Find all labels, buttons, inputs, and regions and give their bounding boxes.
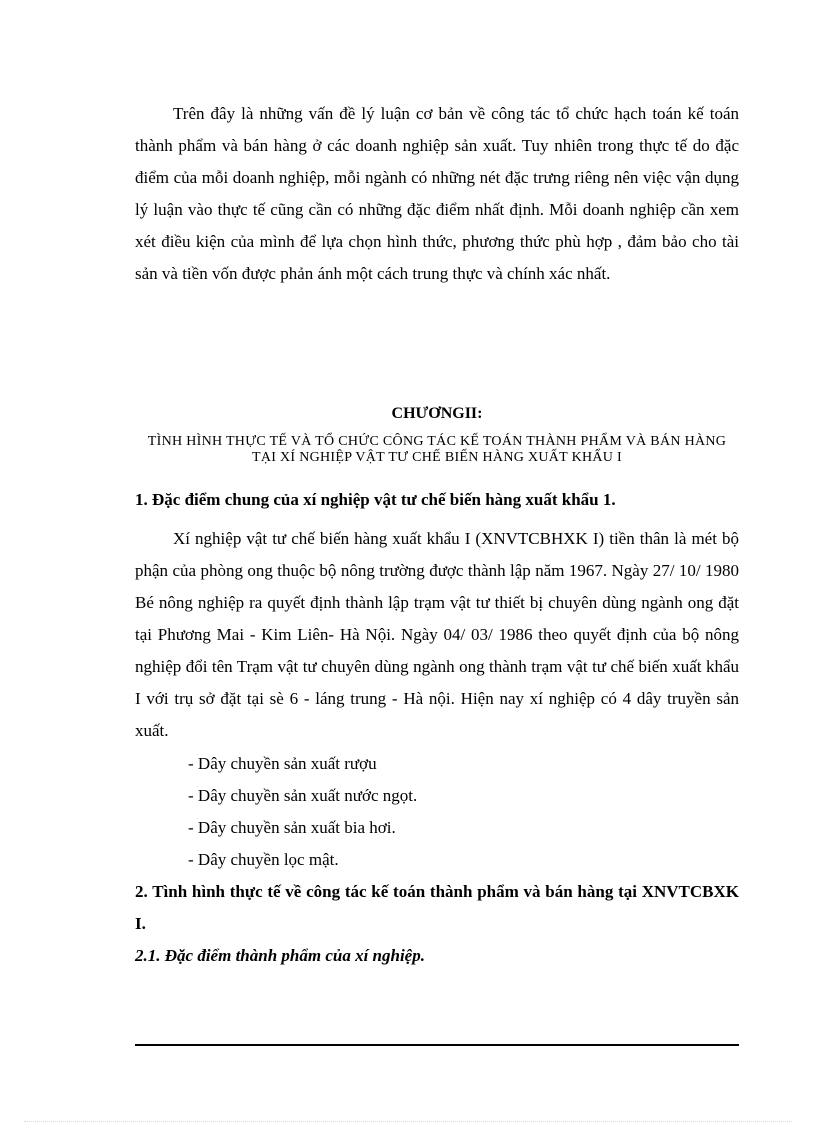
section-1-body xyxy=(135,523,739,747)
production-line-list xyxy=(188,748,688,876)
list-item: - Dây chuyền lọc mật. xyxy=(188,850,339,869)
section-2-heading: 2. Tình hình thực tế về công tác kế toán thành phẩm và bán hàng tại XNVTCBXK I. xyxy=(135,882,739,933)
list-item: - Dây chuyền sản xuất bia hơi. xyxy=(188,818,396,837)
section-1-heading: 1. Đặc điểm chung của xí nghiệp vật tư chế biến hàng xuất khẩu 1. xyxy=(135,490,616,509)
footer-divider xyxy=(135,1044,739,1046)
list-item: - Dây chuyền sản xuất nước ngọt. xyxy=(188,786,418,805)
intro-paragraph: Trên đây là những vấn đề lý luận cơ bản về công tác tổ chức hạch toán kế toán thành phẩm và bán hàng ở các doanh nghiệp sản xuất. Tuy nhiên trong thực tế do đặc điểm của mỗi doanh nghiệp, mỗi ngành có những nét đặc trưng riêng nên việc vận dụng lý luận vào thực tế cũng cần có những đặc điểm nhất định. Mỗi doanh nghiệp cần xem xét điều kiện của mình để lựa chọn hình thức, phương thức phù hợp , đảm bảo cho tài sản và tiền vốn được phản ánh một cách trung thực và chính xác nhất. xyxy=(135,104,739,283)
chapter-subtitle: TÌNH HÌNH THỰC TẾ VÀ TỔ CHỨC CÔNG TÁC KẾ TOÁN THÀNH PHẨM VÀ BÁN HÀNG TẠI XÍ NGHIỆP VẬT TƯ CHẾ BIẾN HÀNG XUẤT KHẨU I xyxy=(147,434,727,465)
section-1-paragraph: Xí nghiệp vật tư chế biến hàng xuất khẩu I (XNVTCBHXK I) tiền thân là mét bộ phận của phòng ong thuộc bộ nông trường được thành lập năm 1967. Ngày 27/ 10/ 1980 Bé nông nghiệp ra quyết định thành lập trạm vật tư thiết bị chuyên dùng ngành ong đặt tại Phương Mai - Kim Liên- Hà Nội. Ngày 04/ 03/ 1986 theo quyết định của bộ nông nghiệp đổi tên Trạm vật tư chuyên dùng ngành ong thành trạm vật tư chế biến xuất khẩu I với trụ sở đặt tại sè 6 - láng trung - Hà nội. Hiện nay xí nghiệp có 4 dây truyền sản xuất. xyxy=(135,529,739,740)
intro-section xyxy=(135,98,739,290)
section-2-1-heading: 2.1. Đặc điểm thành phẩm của xí nghiệp. xyxy=(135,946,425,965)
page-bottom-edge xyxy=(24,1121,792,1122)
chapter-title: CHƯƠNGII: xyxy=(391,405,483,422)
list-item: - Dây chuyền sản xuất rượu xyxy=(188,754,377,773)
